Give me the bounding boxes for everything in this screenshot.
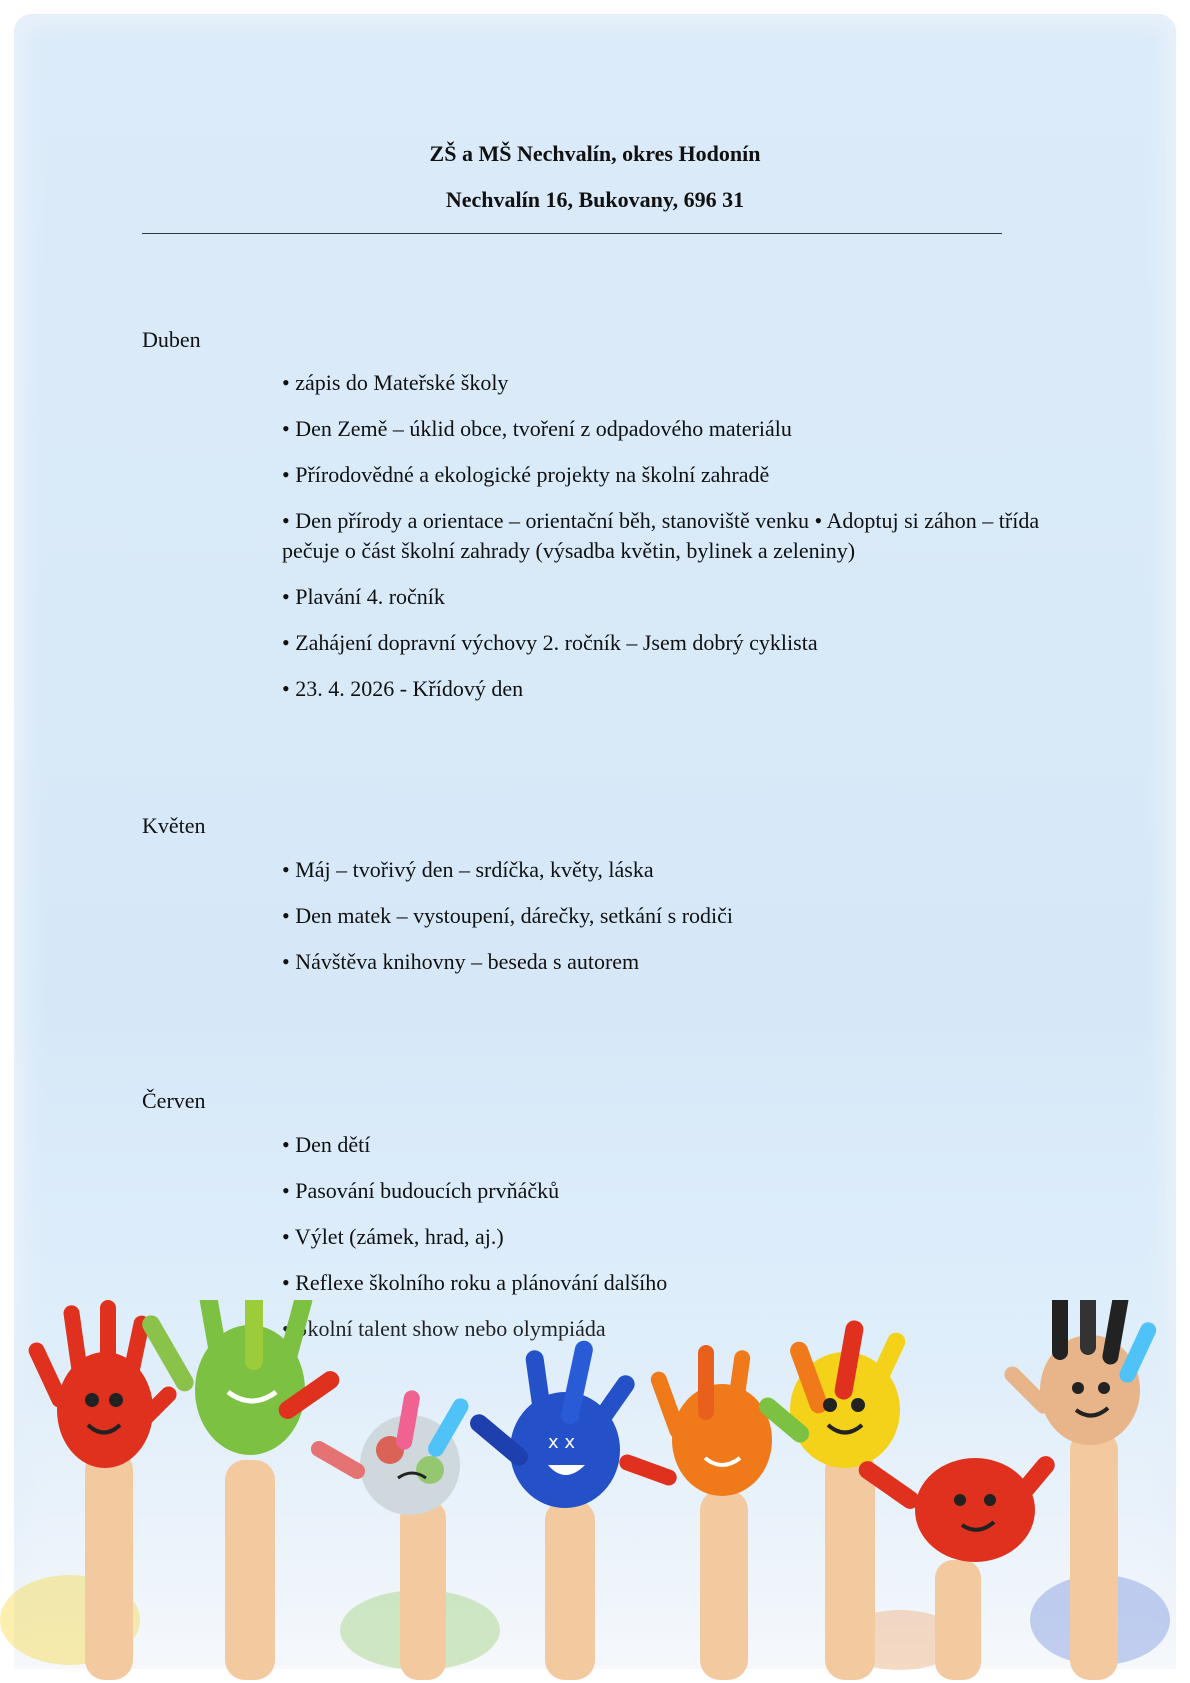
list-item: • Den matek – vystoupení, dárečky, setkání s rodiči xyxy=(282,903,734,928)
school-address: Nechvalín 16, Bukovany, 696 31 xyxy=(445,187,745,212)
list-item: • Návštěva knihovny – beseda s autorem xyxy=(282,949,640,974)
list-item: • Den přírody a orientace – orientační běh, stanoviště venku • Adoptuj si záhon – třída pečuje o část školní zahrady (výsadba květin, bylinek a zeleniny) xyxy=(282,508,1040,563)
list-item: • Den Země – úklid obce, tvoření z odpadového materiálu xyxy=(282,416,792,441)
list-item: • Přírodovědné a ekologické projekty na školní zahradě xyxy=(282,462,770,487)
list-item: • 23. 4. 2026 - Křídový den xyxy=(282,676,524,701)
document-header xyxy=(0,140,1190,232)
list-item: • Den dětí xyxy=(282,1132,371,1157)
month-heading-april: Duben xyxy=(142,327,201,352)
month-heading-june: Červen xyxy=(142,1088,206,1113)
month-heading-may: Květen xyxy=(142,813,206,838)
list-item: • Reflexe školního roku a plánování dalšího xyxy=(282,1270,668,1295)
list-item: • Pasování budoucích prvňáčků xyxy=(282,1178,560,1203)
list-item: • zápis do Mateřské školy xyxy=(282,370,509,395)
list-item: • Výlet (zámek, hrad, aj.) xyxy=(282,1224,504,1249)
list-item: • Máj – tvořivý den – srdíčka, květy, láska xyxy=(282,857,654,882)
svg-text:x x: x x xyxy=(548,1432,576,1453)
school-name: ZŠ a MŠ Nechvalín, okres Hodonín xyxy=(429,141,761,166)
header-divider xyxy=(142,233,1002,234)
list-item: • Plavání 4. ročník xyxy=(282,584,445,609)
list-item: • Zahájení dopravní výchovy 2. ročník – Jsem dobrý cyklista xyxy=(282,630,818,655)
april-activity-list xyxy=(282,368,1062,720)
painted-hands-illustration xyxy=(0,1300,1190,1683)
may-activity-list xyxy=(282,855,1062,993)
